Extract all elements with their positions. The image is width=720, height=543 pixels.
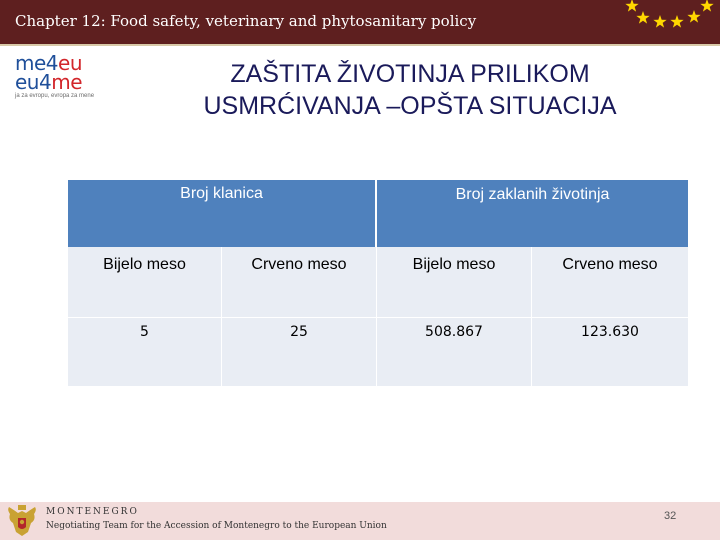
subheader-white-meat: Bijelo meso — [377, 247, 532, 318]
coat-of-arms-icon — [6, 504, 38, 538]
header-cell-slaughterhouses: Broj klanica — [68, 180, 377, 247]
slide-title-line1: ZAŠTITA ŽIVOTINJA PRILIKOM — [230, 60, 590, 88]
slide-title — [130, 58, 690, 122]
page-number: 32 — [664, 510, 677, 522]
header-cell-slaughtered-animals: Broj zaklanih životinja — [377, 180, 688, 247]
value-cell: 25 — [222, 318, 377, 386]
value-cell: 508.867 — [377, 318, 532, 386]
subheader-red-meat: Crveno meso — [532, 247, 688, 318]
footer-country: MONTENEGRO — [46, 507, 139, 517]
subheader-white-meat: Bijelo meso — [68, 247, 222, 318]
footer-bar — [0, 502, 720, 540]
me4eu-logo: me4eu eu4me ja za evropu, evropa za mene — [15, 54, 115, 100]
eu-stars-icon — [610, 0, 720, 44]
header-bar — [0, 0, 720, 46]
subheader-red-meat: Crveno meso — [222, 247, 377, 318]
value-cell: 5 — [68, 318, 222, 386]
footer-team: Negotiating Team for the Accession of Montenegro to the European Union — [46, 521, 387, 531]
logo-tagline: ja za evropu, evropa za mene — [15, 93, 95, 99]
value-cell: 123.630 — [532, 318, 688, 386]
slaughter-table — [68, 180, 688, 386]
chapter-title: Chapter 12: Food safety, veterinary and phytosanitary policy — [15, 12, 477, 30]
slide-title-line2: USMRĆIVANJA –OPŠTA SITUACIJA — [203, 92, 617, 120]
